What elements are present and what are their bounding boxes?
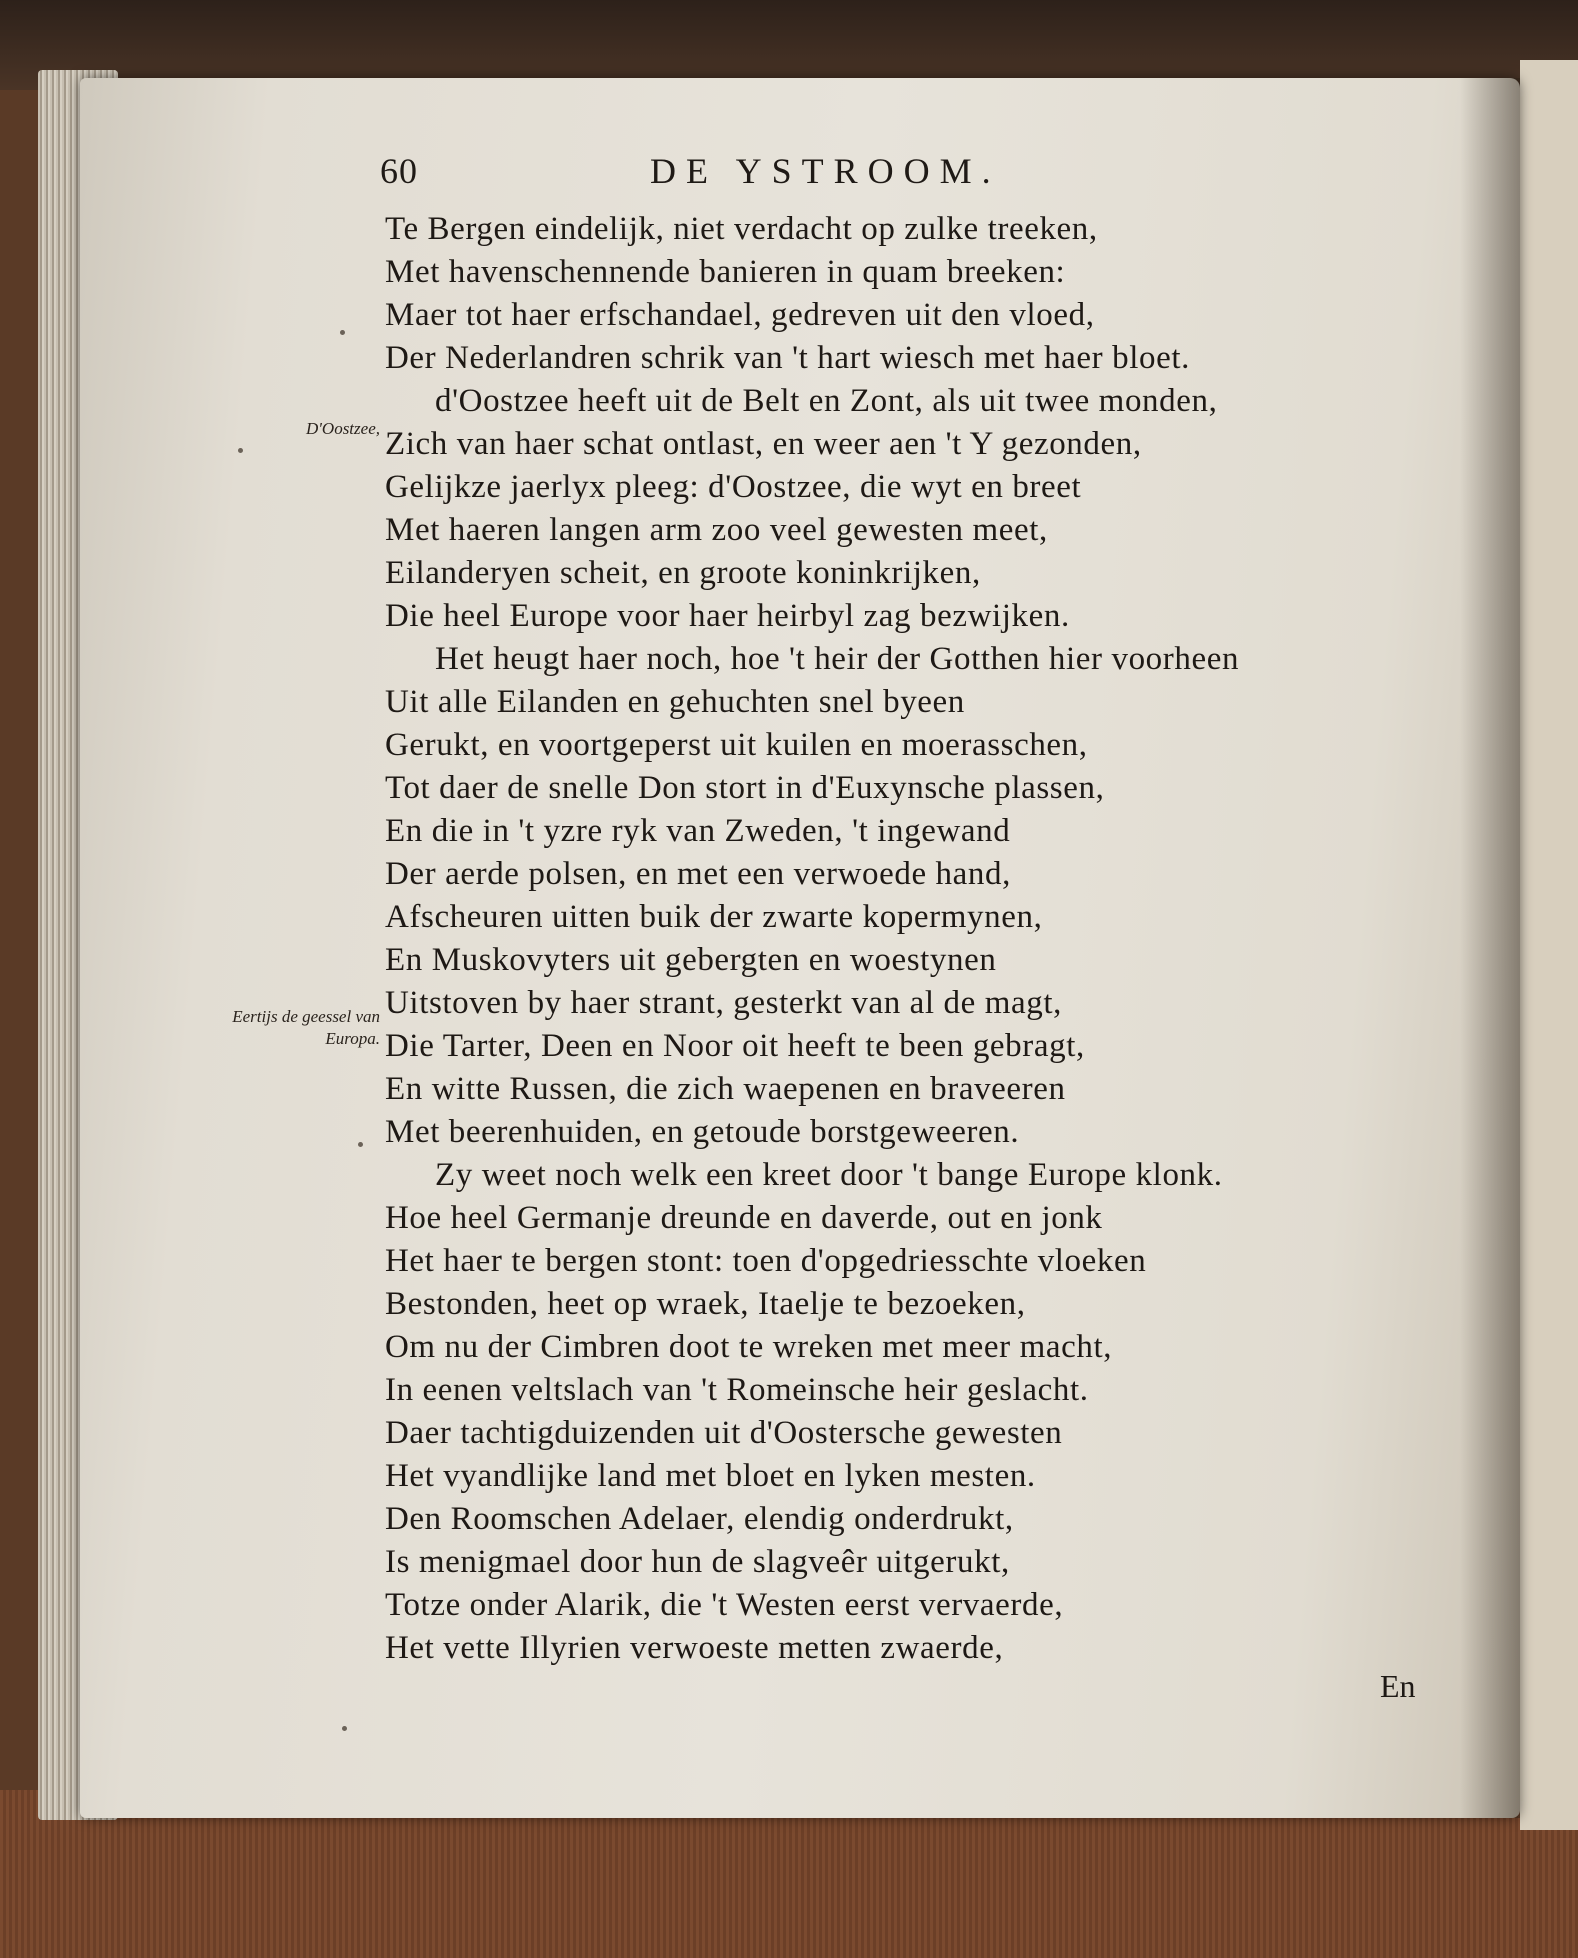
margin-note: Eertijs de geessel van Europa.: [232, 1007, 380, 1048]
verse-line: Der aerde polsen, en met een verwoede hand,: [385, 856, 1011, 892]
verse-line: Den Roomschen Adelaer, elendig onderdrukt,: [385, 1501, 1014, 1537]
verse-line: Der Nederlandren schrik van 't hart wiesch met haer bloet.: [385, 340, 1190, 376]
verse-line: En die in 't yzre ryk van Zweden, 't ingewand: [385, 813, 1011, 849]
verse-line: Het vyandlijke land met bloet en lyken mesten.: [385, 1458, 1036, 1494]
verse-line: Afscheuren uitten buik der zwarte kopermynen,: [385, 899, 1043, 935]
verse-line: Die Tarter, Deen en Noor oit heeft te been gebragt,: [385, 1028, 1085, 1064]
ink-speck: [358, 1142, 363, 1147]
verse-line: d'Oostzee heeft uit de Belt en Zont, als uit twee monden,: [435, 383, 1218, 419]
page-number: 60: [380, 151, 418, 191]
verse-line: Met havenschennende banieren in quam breeken:: [385, 254, 1066, 290]
running-title: DE YSTROOM.: [650, 151, 1001, 191]
verse-line: Die heel Europe voor haer heirbyl zag bezwijken.: [385, 598, 1070, 634]
binding-shadow: [1460, 78, 1520, 1818]
verse-line: Met beerenhuiden, en getoude borstgeweeren.: [385, 1114, 1020, 1150]
verse-line: Gelijkze jaerlyx pleeg: d'Oostzee, die wyt en breet: [385, 469, 1082, 505]
background-top: [0, 0, 1578, 90]
verse-line: Zy weet noch welk een kreet door 't bange Europe klonk.: [435, 1157, 1223, 1193]
verse-line: In eenen veltslach van 't Romeinsche heir geslacht.: [385, 1372, 1089, 1408]
verse-line: Zich van haer schat ontlast, en weer aen 't Y gezonden,: [385, 426, 1142, 462]
ink-speck: [340, 330, 345, 335]
verse-line: Maer tot haer erfschandael, gedreven uit den vloed,: [385, 297, 1095, 333]
verse-line: Totze onder Alarik, die 't Westen eerst vervaerde,: [385, 1587, 1064, 1623]
verse-line: Eilanderyen scheit, en groote koninkrijken,: [385, 555, 981, 591]
ink-speck: [238, 448, 243, 453]
verse-line: Het vette Illyrien verwoeste metten zwaerde,: [385, 1630, 1004, 1666]
verse-line: Het heugt haer noch, hoe 't heir der Gotthen hier voorheen: [435, 641, 1240, 677]
verse-line: En witte Russen, die zich waepenen en braveeren: [385, 1071, 1066, 1107]
verse-line: Om nu der Cimbren doot te wreken met meer macht,: [385, 1329, 1113, 1365]
facing-page-edge: [1520, 60, 1578, 1830]
verse-line: En Muskovyters uit gebergten en woestynen: [385, 942, 997, 978]
verse-line: Het haer te bergen stont: toen d'opgedriesschte vloeken: [385, 1243, 1147, 1279]
verse-line: Met haeren langen arm zoo veel gewesten meet,: [385, 512, 1048, 548]
verse-line: Uit alle Eilanden en gehuchten snel byeen: [385, 684, 965, 720]
verse-line: Te Bergen eindelijk, niet verdacht op zulke treeken,: [385, 211, 1098, 247]
verse-line: Tot daer de snelle Don stort in d'Euxynsche plassen,: [385, 770, 1105, 806]
verse-line: Daer tachtigduizenden uit d'Oostersche gewesten: [385, 1415, 1063, 1451]
margin-note: D'Oostzee,: [306, 419, 380, 438]
verse-line: Hoe heel Germanje dreunde en daverde, out en jonk: [385, 1200, 1103, 1236]
verse-line: Is menigmael door hun de slagveêr uitgerukt,: [385, 1544, 1010, 1580]
poem-text: [385, 208, 1425, 1670]
ink-speck: [342, 1726, 347, 1731]
verse-line: Uitstoven by haer strant, gesterkt van al de magt,: [385, 985, 1062, 1021]
running-head: [380, 150, 1140, 200]
catchword: En: [1380, 1668, 1416, 1704]
verse-line: Gerukt, en voortgeperst uit kuilen en moerasschen,: [385, 727, 1088, 763]
verse-line: Bestonden, heet op wraek, Itaelje te bezoeken,: [385, 1286, 1026, 1322]
